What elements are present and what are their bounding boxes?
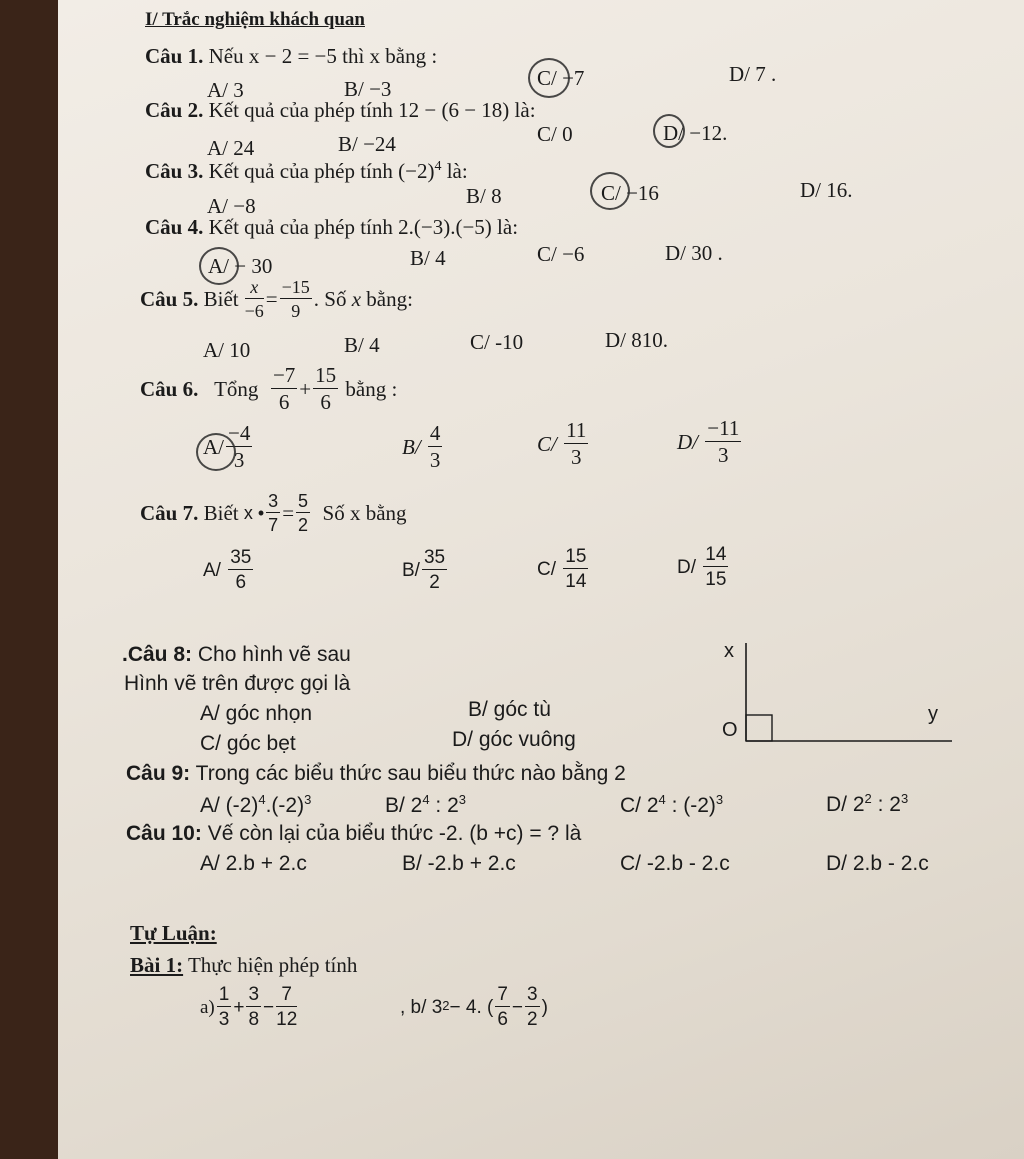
q10-option-c: C/ -2.b - 2.c (620, 852, 730, 875)
label-x: x (724, 640, 734, 662)
q7-option-b: B/ $\frac{35}{2}$ (402, 547, 446, 593)
q2-option-b: B/ −24 (338, 132, 396, 156)
bai-1a-expression: a) $\frac{1}{3}$ + $\frac{3}{8}$ − $\frac{7}{12}$ (200, 984, 298, 1030)
q5-option-d: D/ 810. (605, 328, 668, 352)
bai-1-heading: Bài 1: Thực hiện phép tính (130, 953, 358, 977)
q5-fraction-1: $\frac{x}{-6}$ (244, 277, 264, 321)
q6-option-a: A/ $\frac{-4}{3}$ (203, 421, 251, 472)
question-6: Câu 6. Tổng $\frac{-7}{6}$ + $\frac{15}{6}$ bằng : (140, 363, 398, 414)
q2-option-d: D/ −12. (663, 121, 728, 145)
q6-fraction-1: $\frac{-7}{6}$ (272, 363, 296, 414)
question-10: Câu 10: Vế còn lại của biểu thức -2. (b +c) = ? là (126, 822, 582, 845)
label-o: O (722, 719, 738, 741)
q9-option-b: B/ $2^4$ : $2^3$ (385, 792, 467, 817)
q5-option-c: C/ -10 (470, 330, 524, 354)
q7-option-d: D/ $\frac{14}{15}$ (677, 544, 727, 590)
q2-option-a: A/ 24 (207, 136, 255, 160)
q2-option-c: C/ 0 (537, 122, 573, 146)
q6-option-c: C/ $\frac{11}{3}$ (537, 418, 587, 469)
q3-option-a: A/ −8 (207, 194, 256, 218)
q10-option-d: D/ 2.b - 2.c (826, 852, 929, 875)
label-y: y (928, 703, 938, 725)
question-3: Câu 3. Kết quả của phép tính $(-2)^4$ là: (145, 159, 468, 183)
q7-option-a: A/ $\frac{35}{6}$ (203, 547, 252, 593)
q4-option-a: A/ − 30 (208, 254, 273, 278)
essay-section-title: Tự Luận: (130, 921, 217, 945)
q7-fraction-2: $\frac{5}{2}$ (298, 491, 309, 535)
q1-option-c: C/ −7 (537, 66, 585, 90)
q7-fraction-1: $\frac{3}{7}$ (268, 491, 279, 535)
q8-option-d: D/ góc vuông (452, 728, 576, 751)
q4-option-b: B/ 4 (410, 246, 446, 270)
q3-option-d: D/ 16. (800, 178, 853, 202)
q10-option-b: B/ -2.b + 2.c (402, 852, 516, 875)
question-5: Câu 5. Biết $\frac{x}{-6}$ = $\frac{-15}{9}$ . Số x bằng: (140, 277, 413, 321)
question-4: Câu 4. Kết quả của phép tính 2.(−3).(−5) là: (145, 215, 519, 239)
answer-circle-q1 (528, 58, 570, 98)
question-2: Câu 2. Kết quả của phép tính 12 − (6 − 18) là: (145, 98, 536, 122)
q9-option-c: C/ $2^4$ : $(-2)^3$ (620, 792, 724, 817)
q9-option-a: A/ $(-2)^4.(-2)^3$ (200, 792, 312, 817)
right-angle-figure (700, 625, 960, 755)
q4-option-c: C/ −6 (537, 242, 585, 266)
question-8: .Câu 8: Cho hình vẽ sau (122, 643, 351, 666)
q4-option-d: D/ 30 . (665, 241, 723, 265)
answer-circle-q6 (196, 433, 236, 471)
question-1: Câu 1. Nếu x − 2 = −5 thì x bằng : (145, 44, 438, 68)
q6-option-b: B/ $\frac{4}{3}$ (402, 421, 441, 472)
q1-option-b: B/ −3 (344, 77, 392, 101)
q3-option-b: B/ 8 (466, 184, 502, 208)
q8-option-a: A/ góc nhọn (200, 702, 313, 725)
answer-circle-q3 (590, 172, 630, 210)
bai-1b-expression: , b/ 3 2 − 4. ( $\frac{7}{6}$ − $\frac{3}{2}$ ) (400, 984, 548, 1030)
q3-option-c: C/ −16 (601, 181, 659, 205)
q8-option-c: C/ góc bẹt (200, 732, 296, 755)
question-9: Câu 9: Trong các biểu thức sau biểu thức nào bằng 2 (126, 762, 626, 785)
q7-option-c: C/ $\frac{15}{14}$ (537, 546, 587, 592)
q6-fraction-2: $\frac{15}{6}$ (315, 363, 337, 414)
q1-option-a: A/ 3 (207, 78, 244, 102)
section-title: I/ Trắc nghiệm khách quan (145, 9, 365, 30)
q6-option-d: D/ $\frac{-11}{3}$ (677, 416, 740, 467)
answer-circle-q2 (653, 114, 685, 148)
q8-option-b: B/ góc tù (468, 698, 551, 721)
q5-option-a: A/ 10 (203, 338, 251, 362)
q10-option-a: A/ 2.b + 2.c (200, 852, 307, 875)
answer-circle-q4 (199, 247, 239, 285)
q5-fraction-2: $\frac{-15}{9}$ (281, 277, 310, 321)
right-angle-marker (746, 715, 772, 741)
q9-option-d: D/ $2^2$ : $2^3$ (826, 791, 909, 816)
q8-stem-line-2: Hình vẽ trên được gọi là (124, 672, 351, 695)
question-7: Câu 7. Biết x • $\frac{3}{7}$ = $\frac{5}{2}$ Số x bằng (140, 491, 407, 535)
q1-option-d: D/ 7 . (729, 62, 777, 86)
q5-option-b: B/ 4 (344, 333, 380, 357)
